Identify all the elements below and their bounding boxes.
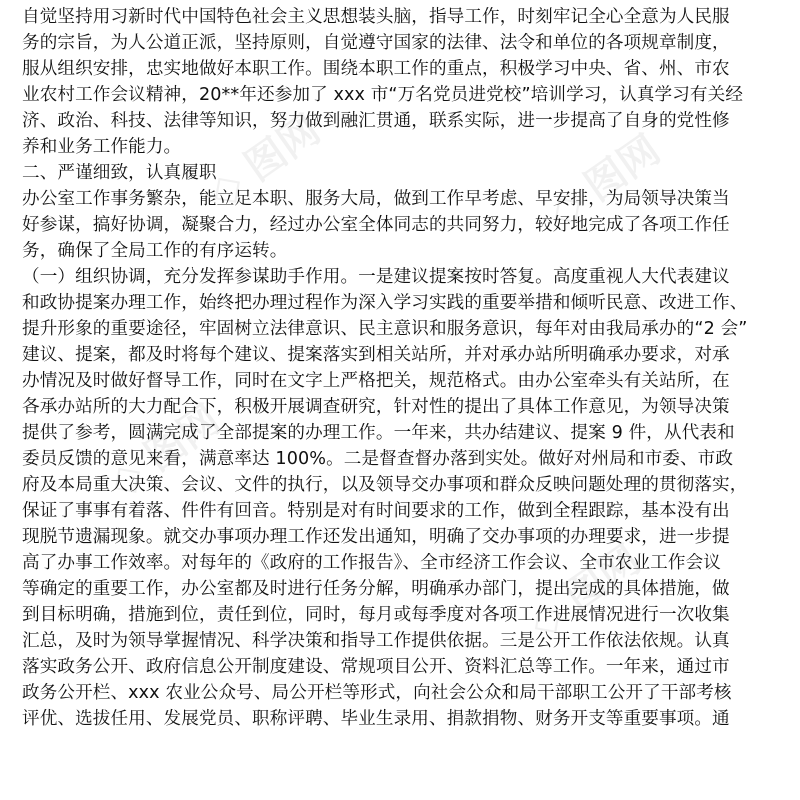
text-line: 建议、提案，都及时将每个建议、提案落实到相关站所，并对承办站所明确承办要求，对承: [22, 345, 730, 365]
document-body: [22, 4, 782, 732]
watermark: ◇ 图网: [540, 126, 669, 236]
text-line: 自觉坚持用习新时代中国特色社会主义思想装头脑，指导工作，时刻牢记全心全意为人民服: [22, 7, 730, 27]
text-line: 务的宗旨，为人公道正派，坚持原则，自觉遵守国家的法律、法令和单位的各项规章制度，: [22, 33, 730, 53]
text-line: 业农村工作会议精神，20**年还参加了 xxx 市“万名党员进党校”培训学习，认真学习有关经: [22, 85, 744, 105]
text-line: 汇总，及时为领导掌握情况、科学决策和指导工作提供依据。三是公开工作依法依规。认真: [22, 631, 730, 651]
text-line: 提供了参考，圆满完成了全部提案的办理工作。一年来，共办结建议、提案 9 件，从代表和: [22, 423, 735, 443]
section-heading: 二、严谨细致，认真履职: [22, 163, 217, 183]
text-line: 保证了事事有着落、件件有回音。特别是对有时间要求的工作，做到全程跟踪，基本没有出: [22, 501, 730, 521]
text-line: 养和业务工作能力。: [22, 137, 182, 157]
text-line: 济、政治、科技、法律等知识，努力做到融汇贯通，联系实际，进一步提高了自身的党性修: [22, 111, 730, 131]
watermark: ◇ 图网: [520, 536, 649, 646]
text-line: 落实政务公开、政府信息公开制度建设、常规项目公开、资料汇总等工作。一年来，通过市: [22, 657, 730, 677]
watermark: ◇ 图网: [200, 106, 329, 216]
text-line: 委员反馈的意见来看，满意率达 100%。二是督查督办落到实处。做好对州局和市委、市政: [22, 449, 734, 469]
text-line: 评优、选拔任用、发展党员、职称评聘、毕业生录用、捐款捐物、财务开支等重要事项。通: [22, 709, 730, 729]
subsection-line: （一）组织协调，充分发挥参谋助手作用。一是建议提案按时答复。高度重视人大代表建议: [22, 267, 730, 287]
text-line: 服从组织安排，忠实地做好本职工作。围绕本职工作的重点，积极学习中央、省、州、市农: [22, 59, 730, 79]
watermark: ◇ 图网: [100, 396, 229, 506]
text-line: 到目标明确，措施到位，责任到位，同时，每月或每季度对各项工作进展情况进行一次收集: [22, 605, 730, 625]
text-line: 和政协提案办理工作，始终把办理过程作为深入学习实践的重要举措和倾听民意、改进工作、: [22, 293, 748, 313]
text-line: 办情况及时做好督导工作，同时在文字上严格把关，规范格式。由办公室牵头有关站所，在: [22, 371, 730, 391]
text-line: 等确定的重要工作，办公室都及时进行任务分解，明确承办部门，提出完成的具体措施，做: [22, 579, 730, 599]
text-line: 政务公开栏、xxx 农业公众号、局公开栏等形式，向社会公众和局干部职工公开了干部考核: [22, 683, 732, 703]
text-line: 务，确保了全局工作的有序运转。: [22, 241, 288, 261]
text-line: 现脱节遗漏现象。就交办事项办理工作还发出通知，明确了交办事项的办理要求，进一步提: [22, 527, 730, 547]
text-line: 各承办站所的大力配合下，积极开展调查研究，针对性的提出了具体工作意见，为领导决策: [22, 397, 730, 417]
text-line: 府及本局重大决策、会议、文件的执行，以及领导交办事项和群众反映问题处理的贯彻落实，: [22, 475, 748, 495]
text-line: 办公室工作事务繁杂，能立足本职、服务大局，做到工作早考虑、早安排，为局领导决策当: [22, 189, 730, 209]
text-line: 好参谋，搞好协调，凝聚合力，经过办公室全体同志的共同努力，较好地完成了各项工作任: [22, 215, 730, 235]
text-line: 高了办事工作效率。对每年的《政府的工作报告》、全市经济工作会议、全市农业工作会议: [22, 553, 721, 573]
text-line: 提升形象的重要途径，牢固树立法律意识、民主意识和服务意识，每年对由我局承办的“2 会”: [22, 319, 748, 339]
